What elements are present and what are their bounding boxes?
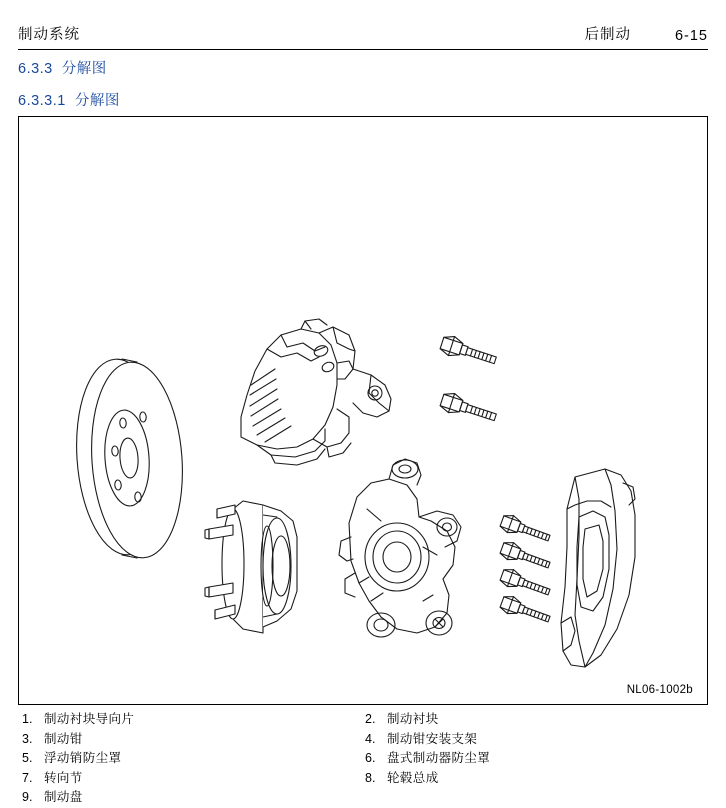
legend-item-7 <box>22 769 365 789</box>
legend-label: 转向节 <box>44 770 83 785</box>
brake-disc-group <box>70 356 188 561</box>
legend-number: 3. <box>22 731 33 746</box>
legend-number: 9. <box>22 790 33 804</box>
legend-item-6 <box>365 749 708 769</box>
header-section-title: 制动系统 <box>18 27 80 43</box>
page-header <box>18 24 708 50</box>
legend-label: 制动衬块导向片 <box>44 712 135 726</box>
wheel-hub-assembly-group <box>205 501 297 633</box>
exploded-view-figure <box>18 116 708 705</box>
legend-number: 8. <box>365 770 376 785</box>
legend-row <box>22 788 708 808</box>
legend-label: 制动钳安装支架 <box>387 731 478 746</box>
legend-label: 制动衬块 <box>387 712 439 726</box>
legend-number: 7. <box>22 770 33 785</box>
legend-number: 5. <box>22 751 33 765</box>
legend-label: 制动钳 <box>44 731 83 746</box>
header-right-group <box>584 23 708 44</box>
legend-number: 2. <box>365 712 376 726</box>
exploded-view-drawing <box>19 117 707 704</box>
parts-legend <box>22 710 708 808</box>
heading-title: 分解图 <box>74 93 120 109</box>
legend-number: 1. <box>22 712 33 726</box>
legend-row <box>22 769 708 789</box>
legend-item-3 <box>22 730 365 750</box>
header-subsection-title: 后制动 <box>584 27 631 43</box>
brake-caliper-group <box>241 319 391 465</box>
legend-item-4 <box>365 730 708 750</box>
legend-number: 4. <box>365 731 376 746</box>
legend-row <box>22 749 708 769</box>
disc-brake-dust-shield-group <box>561 469 635 667</box>
bolt-group-upper <box>439 333 498 426</box>
figure-code: NL06-1002b <box>626 684 693 696</box>
legend-label: 盘式制动器防尘罩 <box>387 751 491 765</box>
legend-item-1 <box>22 710 365 730</box>
legend-number: 6. <box>365 751 376 765</box>
legend-row <box>22 730 708 750</box>
legend-label: 轮毂总成 <box>387 770 439 785</box>
heading-number: 6.3.3.1 <box>18 93 66 109</box>
legend-item-5 <box>22 749 365 769</box>
legend-item-2 <box>365 710 708 730</box>
page-number: 6-15 <box>674 28 708 44</box>
legend-label: 浮动销防尘罩 <box>44 751 122 765</box>
heading-section-6-3-3 <box>18 57 107 78</box>
legend-item-empty <box>365 788 708 808</box>
heading-number: 6.3.3 <box>18 61 53 77</box>
legend-label: 制动盘 <box>44 790 83 804</box>
legend-item-8 <box>365 769 708 789</box>
legend-item-9 <box>22 788 365 808</box>
legend-row <box>22 710 708 730</box>
steering-knuckle-group <box>339 459 461 637</box>
bolt-group-right <box>499 513 552 628</box>
heading-title: 分解图 <box>61 61 107 77</box>
heading-section-6-3-3-1 <box>18 89 120 110</box>
